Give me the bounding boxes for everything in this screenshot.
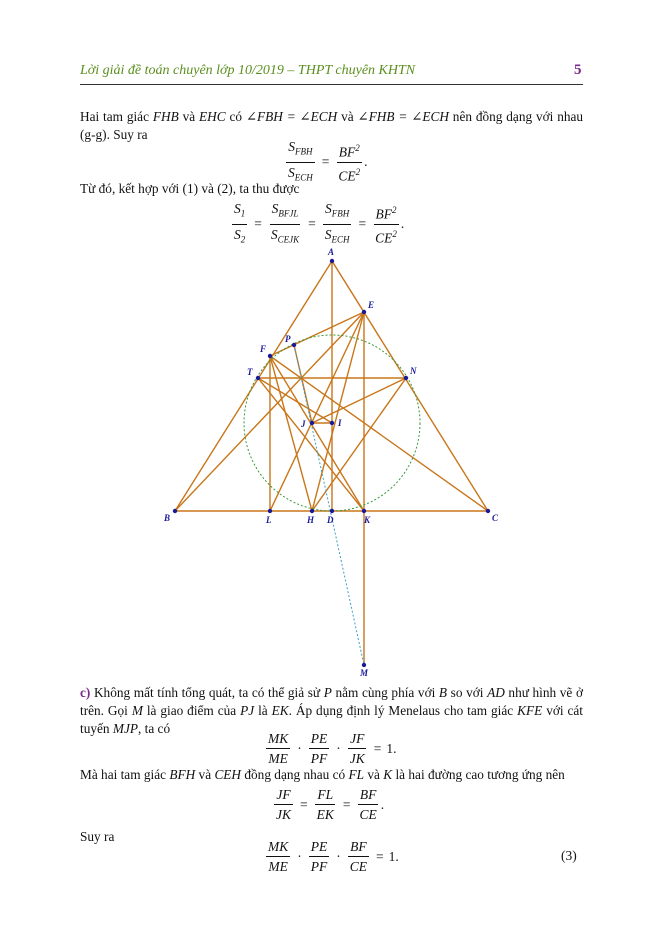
line-AC xyxy=(332,261,488,511)
label-C: C xyxy=(492,513,499,523)
equation-3: $\frac{MK}{ME}$ · $\frac{PE}{PF}$ · $\frac{JF}{JK}$ = 1. xyxy=(268,731,397,766)
equation-5-number: (3) xyxy=(561,848,577,863)
equation-2: $\frac{S_1}{S_2}$ = $\frac{S_{BFJL}}{S_{CEJK}}$ = $\frac{S_{FBH}}{S_{ECH}}$ = $\frac{BF^2}{CE^2}$ . xyxy=(234,201,405,246)
label-B: B xyxy=(164,513,171,523)
line-PM xyxy=(294,345,364,665)
paragraph-3: c) Không mất tính tổng quát, ta có thể giả sử P nằm cùng phía với B so với AD như hình vẽ ở trên. Gọi M là giao điểm của PJ là EK. Áp dụng định lý Menelaus cho tam giác KFE với cát tuyến MJP, ta có xyxy=(80,685,583,736)
label-P: P xyxy=(285,334,291,344)
line-EH xyxy=(312,312,364,511)
paragraph-2: Từ đó, kết hợp với (1) và (2), ta thu được xyxy=(80,181,300,196)
equation-4: $\frac{JF}{JK}$ = $\frac{FL}{EK}$ = $\frac{BF}{CE}$ . xyxy=(276,787,385,822)
label-J: J xyxy=(301,419,306,429)
label-H: H xyxy=(307,515,315,525)
header-title: Lời giải đề toán chuyên lớp 10/2019 – THPT chuyên KHTN xyxy=(80,63,416,78)
paragraph-4: Mà hai tam giác BFH và CEH đồng dạng nhau có FL và K là hai đường cao tương ứng nên xyxy=(80,767,565,782)
paragraph-1: Hai tam giác FHB và EHC có ∠FBH = ∠ECH và ∠FHB = ∠ECH nên đồng dạng với nhau (g-g). Suy ra xyxy=(80,109,584,142)
line-FH xyxy=(270,356,312,511)
equation-1: $\frac{S_{FBH}}{S_{ECH}}$ = $\frac{BF^2}{CE^2}$ . xyxy=(288,139,368,184)
label-M: M xyxy=(360,668,369,678)
label-T: T xyxy=(247,367,253,377)
equation-5: $\frac{MK}{ME}$ · $\frac{PE}{PF}$ · $\frac{BF}{CE}$ = 1. xyxy=(268,839,399,874)
page-number: 5 xyxy=(574,62,582,78)
line-TC xyxy=(258,378,364,511)
label-E: E xyxy=(368,300,375,310)
label-A: A xyxy=(328,247,335,257)
label-F: F xyxy=(260,344,267,354)
line-AB xyxy=(175,261,332,511)
label-N: N xyxy=(410,366,417,376)
line-NJ xyxy=(312,378,406,423)
line-FK xyxy=(270,356,364,511)
label-L: L xyxy=(266,515,272,525)
label-K: K xyxy=(364,515,371,525)
label-D: D xyxy=(327,515,334,525)
paragraph-5: Suy ra xyxy=(80,829,115,844)
label-I: I xyxy=(338,418,342,428)
